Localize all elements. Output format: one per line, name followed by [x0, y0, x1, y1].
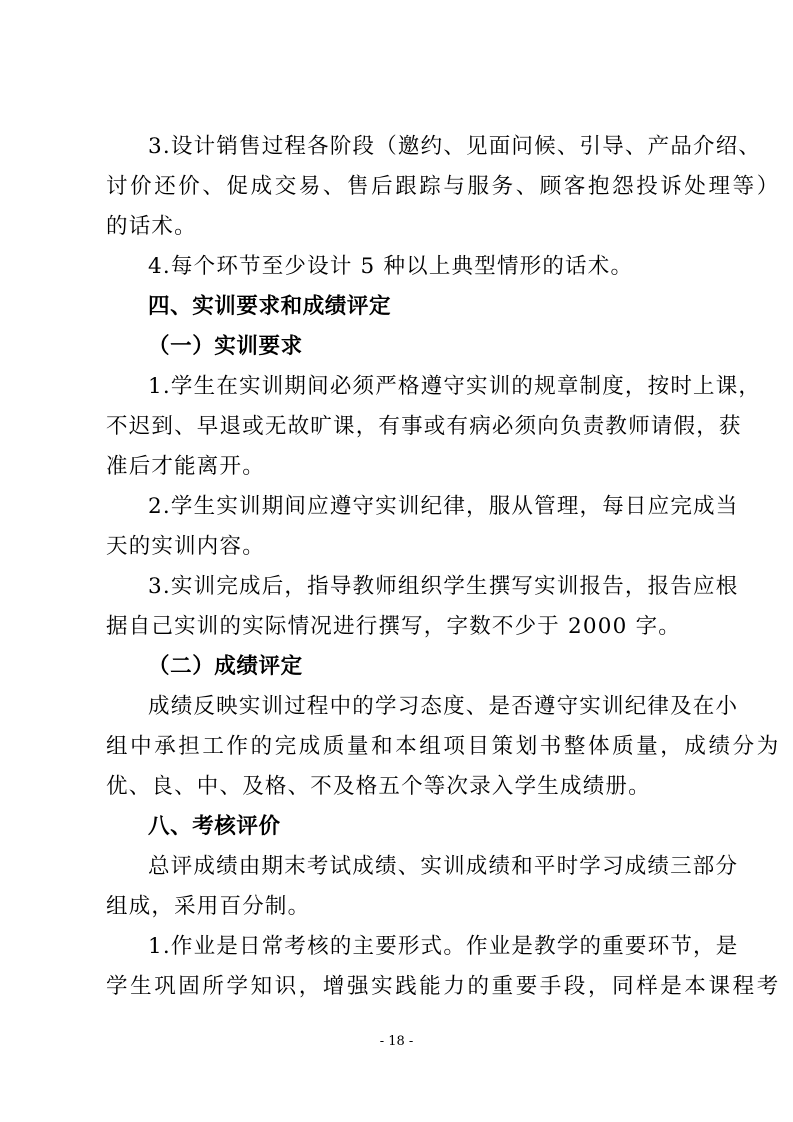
section-heading: 八、考核评价: [148, 814, 281, 839]
page-number: - 18 -: [379, 1034, 414, 1049]
paragraph-line: 3.实训完成后，指导教师组织学生撰写实训报告，报告应根: [148, 574, 739, 599]
paragraph-line: 的话术。: [106, 214, 197, 239]
section-heading: 四、实训要求和成绩评定: [148, 294, 392, 319]
paragraph-line: 2.学生实训期间应遵守实训纪律，服从管理，每日应完成当: [148, 494, 739, 519]
paragraph-line: 准后才能离开。: [106, 454, 265, 479]
paragraph-line: 组成，采用百分制。: [106, 894, 311, 919]
paragraph-line: 总评成绩由期末考试成绩、实训成绩和平时学习成绩三部分: [148, 854, 739, 879]
paragraph-line: 成绩反映实训过程中的学习态度、是否遵守实训纪律及在小: [148, 694, 739, 719]
paragraph-line: 不迟到、早退或无故旷课，有事或有病必须向负责教师请假，获: [106, 414, 742, 439]
paragraph-line: 学生巩固所学知识，增强实践能力的重要手段，同样是本课程考: [106, 974, 781, 999]
paragraph-line: 1.学生在实训期间必须严格遵守实训的规章制度，按时上课，: [148, 374, 762, 399]
paragraph-line: 据自己实训的实际情况进行撰写，字数不少于 2000 字。: [106, 614, 681, 639]
paragraph-line: 3.设计销售过程各阶段（邀约、见面问候、引导、产品介绍、: [148, 134, 762, 159]
paragraph-line: 讨价还价、促成交易、售后跟踪与服务、顾客抱怨投诉处理等）: [106, 174, 781, 199]
subsection-heading: （二）成绩评定: [148, 654, 303, 679]
paragraph-line: 4.每个环节至少设计 5 种以上典型情形的话术。: [148, 254, 634, 279]
paragraph-line: 天的实训内容。: [106, 534, 265, 559]
paragraph-line: 组中承担工作的完成质量和本组项目策划书整体质量，成绩分为: [106, 734, 781, 759]
subsection-heading: （一）实训要求: [148, 334, 303, 359]
paragraph-line: 1.作业是日常考核的主要形式。作业是教学的重要环节，是: [148, 934, 739, 959]
paragraph-line: 优、良、中、及格、不及格五个等次录入学生成绩册。: [106, 774, 651, 799]
